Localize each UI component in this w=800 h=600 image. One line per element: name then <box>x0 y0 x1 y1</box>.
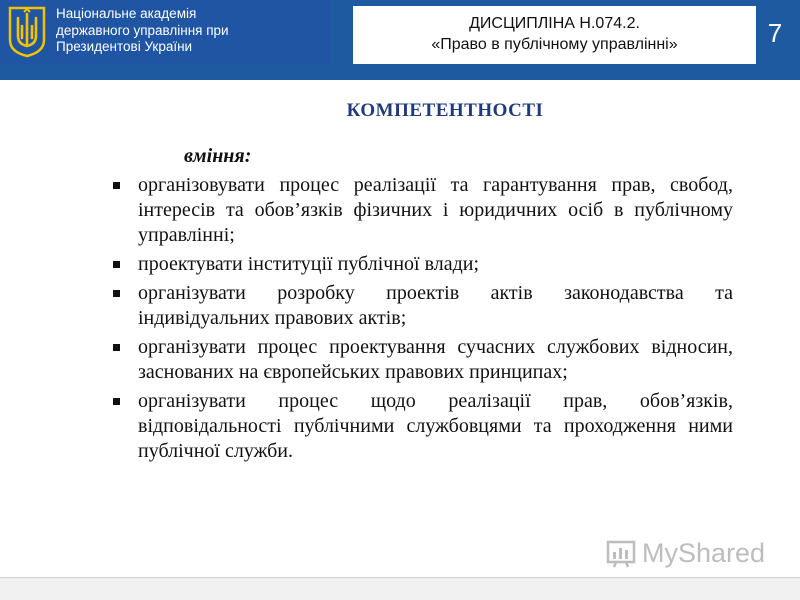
square-bullet-icon <box>113 344 120 351</box>
trident-emblem-icon <box>8 6 46 58</box>
square-bullet-icon <box>113 261 120 268</box>
list-item-text: організувати процес проектування сучасних службових відносин, заснованих на європейських правових принципах; <box>138 336 733 383</box>
skills-subtitle: вміння: <box>184 145 252 167</box>
course-title: «Право в публічному управлінні» <box>431 36 678 53</box>
academy-line: Президентові України <box>56 39 193 54</box>
myshared-logo-icon <box>606 538 636 568</box>
list-item <box>113 252 733 277</box>
square-bullet-icon <box>113 182 120 189</box>
course-title-box <box>353 6 756 64</box>
footer-bar <box>0 578 800 600</box>
list-item <box>113 173 733 248</box>
list-item-text: проектувати інституції публічної влади; <box>138 253 480 275</box>
list-item-text: організувати процес щодо реалізації прав, обов’язків, відповідальності публічними службовцями та проходження ними публічної служби. <box>138 390 733 462</box>
square-bullet-icon <box>113 398 120 405</box>
list-item <box>113 335 733 385</box>
watermark-shared: Shared <box>678 537 766 568</box>
myshared-watermark <box>606 536 765 570</box>
watermark-my: My <box>642 537 678 568</box>
academy-name <box>56 6 326 56</box>
list-item <box>113 281 733 331</box>
academy-line: державного управління при <box>56 22 229 38</box>
page-number: 7 <box>767 18 783 48</box>
academy-line: Національне академія <box>56 6 197 21</box>
square-bullet-icon <box>113 290 120 297</box>
list-item-text: організовувати процес реалізації та гарантування прав, свобод, інтересів та обов’язків фізичних і юридичних осіб в публічному управлінні; <box>138 174 733 246</box>
skills-list <box>113 173 733 468</box>
list-item-text: організувати розробку проектів актів законодавства та індивідуальних правових актів; <box>138 282 733 329</box>
section-title: КОМПЕТЕНТНОСТІ <box>346 100 544 121</box>
course-code: ДИСЦИПЛІНА Н.074.2. <box>469 15 640 32</box>
academy-logo-block <box>0 0 330 64</box>
list-item <box>113 389 733 464</box>
header-bar <box>0 0 800 80</box>
